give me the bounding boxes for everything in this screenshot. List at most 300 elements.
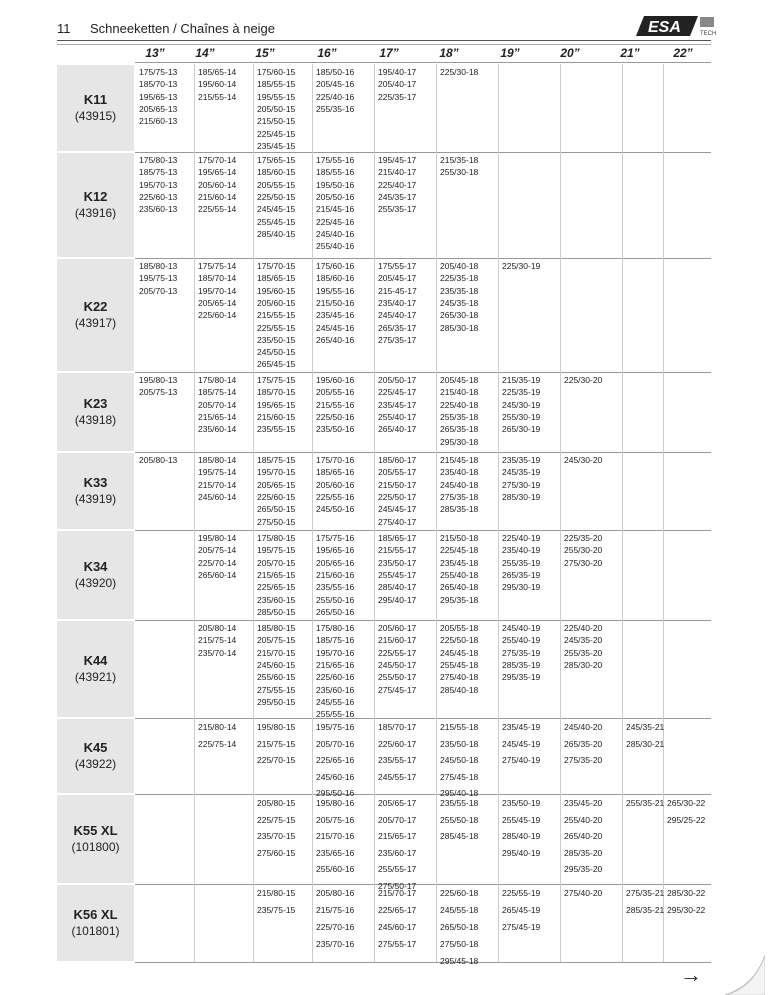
tire-size: 205/50-16 bbox=[316, 191, 355, 202]
tire-size: 215/45-16 bbox=[316, 204, 355, 215]
tire-size: 205/80-15 bbox=[257, 798, 296, 808]
group-divider bbox=[135, 152, 711, 153]
tire-size: 215/50-16 bbox=[316, 297, 355, 308]
tire-size: 255/40-20 bbox=[564, 814, 603, 825]
model-label bbox=[57, 907, 134, 939]
column-divider bbox=[194, 258, 195, 372]
model-name: K55 XL bbox=[73, 823, 118, 838]
tire-size: 275/35-19 bbox=[502, 647, 541, 658]
tire-size: 225/50-18 bbox=[440, 635, 479, 646]
column-divider bbox=[312, 64, 313, 152]
tire-size: 255/30-19 bbox=[502, 411, 541, 422]
tire-size: 195/70-15 bbox=[257, 467, 296, 478]
tire-size: 175/75-15 bbox=[257, 375, 296, 385]
tire-size: 245/40-18 bbox=[440, 479, 479, 490]
tire-size: 265/40-17 bbox=[378, 424, 417, 435]
model-name: K23 bbox=[83, 396, 108, 411]
model-name: K12 bbox=[83, 189, 108, 204]
column-divider bbox=[663, 258, 664, 372]
tire-size: 205/65-14 bbox=[198, 297, 237, 308]
next-page-arrow-icon[interactable]: → bbox=[680, 962, 702, 987]
column-divider bbox=[622, 530, 623, 620]
tire-size: 175/75-14 bbox=[198, 261, 237, 271]
tire-size: 215/55-16 bbox=[316, 399, 355, 410]
column-divider bbox=[622, 884, 623, 962]
tire-size: 245/45-16 bbox=[316, 322, 355, 333]
column-divider bbox=[498, 794, 499, 884]
tire-size: 255/45-19 bbox=[502, 814, 541, 825]
column-divider bbox=[560, 64, 561, 152]
tire-size: 195/65-13 bbox=[139, 91, 178, 102]
column-divider bbox=[436, 718, 437, 794]
tire-size: 215/40-17 bbox=[378, 167, 417, 178]
tire-size: 185/75-16 bbox=[316, 635, 355, 646]
tire-size: 275/50-15 bbox=[257, 516, 296, 527]
column-divider bbox=[253, 794, 254, 884]
tire-size: 175/65-15 bbox=[257, 155, 296, 165]
tire-size: 175/80-13 bbox=[139, 155, 178, 165]
tire-size: 195/80-13 bbox=[139, 375, 178, 385]
column-divider bbox=[622, 620, 623, 718]
tire-size: 225/50-17 bbox=[378, 491, 417, 502]
tire-size: 195/60-15 bbox=[257, 285, 296, 296]
column-divider bbox=[253, 620, 254, 718]
tire-size: 235/45-17 bbox=[378, 399, 417, 410]
page-header bbox=[0, 0, 768, 36]
column-divider bbox=[374, 884, 375, 962]
column-divider bbox=[312, 258, 313, 372]
tire-size: 205/65-15 bbox=[257, 479, 296, 490]
tire-size: 195/55-15 bbox=[257, 91, 296, 102]
model-label bbox=[57, 92, 134, 124]
tire-size: 255/60-15 bbox=[257, 672, 296, 683]
tire-size: 285/40-19 bbox=[502, 831, 541, 841]
tire-size: 225/45-15 bbox=[257, 128, 296, 139]
tire-size: 215/65-16 bbox=[316, 659, 355, 670]
tire-size: 195/70-13 bbox=[139, 179, 178, 190]
tire-size: 205/60-15 bbox=[257, 297, 296, 308]
tire-size: 195/80-14 bbox=[198, 533, 237, 543]
tire-size: 235/65-16 bbox=[316, 847, 355, 858]
group-divider bbox=[135, 372, 711, 373]
tire-size: 235/45-20 bbox=[564, 798, 603, 808]
tire-size: 275/50-17 bbox=[378, 880, 417, 891]
tire-size: 265/50-16 bbox=[316, 606, 355, 617]
tire-size: 265/35-18 bbox=[440, 424, 479, 435]
column-divider bbox=[436, 258, 437, 372]
tire-size: 225/55-19 bbox=[502, 888, 541, 898]
tire-size: 215/35-19 bbox=[502, 375, 541, 385]
tire-size: 245/45-19 bbox=[502, 738, 541, 749]
tire-size: 235/35-19 bbox=[502, 455, 541, 465]
tire-size: 215/80-15 bbox=[257, 888, 296, 898]
tire-size: 275/45-17 bbox=[378, 684, 417, 695]
column-header: 19” bbox=[500, 46, 520, 60]
tire-size: 275/35-18 bbox=[440, 491, 479, 502]
model-code: (43918) bbox=[74, 413, 117, 427]
tire-size: 205/60-16 bbox=[316, 479, 355, 490]
tire-size: 185/80-13 bbox=[139, 261, 178, 271]
tire-size: 255/35-17 bbox=[378, 204, 417, 215]
tire-size: 215/70-17 bbox=[378, 888, 417, 898]
tire-size: 185/75-14 bbox=[198, 387, 237, 398]
tire-size: 215/75-16 bbox=[316, 905, 355, 915]
tire-size: 205/65-16 bbox=[316, 557, 355, 568]
tire-size: 235/45-15 bbox=[257, 140, 296, 151]
tire-size: 235/60-16 bbox=[316, 684, 355, 695]
column-divider bbox=[436, 64, 437, 152]
tire-size: 255/30-18 bbox=[440, 167, 479, 178]
tire-size: 205/55-16 bbox=[316, 387, 355, 398]
tire-size: 245/60-16 bbox=[316, 771, 355, 782]
column-divider bbox=[312, 452, 313, 530]
column-divider bbox=[560, 258, 561, 372]
tire-size: 215/80-14 bbox=[198, 722, 237, 732]
tire-size: 295/30-18 bbox=[440, 436, 479, 447]
column-divider bbox=[622, 718, 623, 794]
model-name: K33 bbox=[83, 475, 108, 490]
tire-size: 195/55-16 bbox=[316, 285, 355, 296]
model-label bbox=[57, 189, 134, 221]
tire-size: 205/75-13 bbox=[139, 387, 178, 398]
tire-size: 285/30-19 bbox=[502, 491, 541, 502]
tire-size: 245/60-14 bbox=[198, 491, 237, 502]
tire-size: 225/35-19 bbox=[502, 387, 541, 398]
tire-size: 295/30-19 bbox=[502, 582, 541, 593]
tire-size: 285/30-18 bbox=[440, 322, 479, 333]
column-divider bbox=[436, 794, 437, 884]
tire-size: 275/40-18 bbox=[440, 672, 479, 683]
tire-size: 205/75-15 bbox=[257, 635, 296, 646]
tire-size: 265/60-14 bbox=[198, 569, 237, 580]
column-header: 17” bbox=[379, 46, 399, 60]
tire-size: 215/55-17 bbox=[378, 545, 417, 556]
tire-size: 255/40-19 bbox=[502, 635, 541, 646]
tire-size: 195/80-16 bbox=[316, 798, 355, 808]
column-divider bbox=[663, 620, 664, 718]
column-divider bbox=[194, 794, 195, 884]
model-name: K11 bbox=[83, 92, 108, 107]
column-divider bbox=[436, 530, 437, 620]
tire-size: 215/50-17 bbox=[378, 479, 417, 490]
tire-size: 215/75-15 bbox=[257, 738, 296, 749]
tire-size: 205/70-14 bbox=[198, 399, 237, 410]
model-label bbox=[57, 823, 134, 855]
tire-size: 245/35-21 bbox=[626, 722, 665, 732]
model-label bbox=[57, 299, 134, 331]
tire-size: 215/60-13 bbox=[139, 116, 178, 127]
tire-size: 205/60-17 bbox=[378, 623, 417, 633]
column-divider bbox=[560, 794, 561, 884]
tire-size: 235/50-16 bbox=[316, 424, 355, 435]
tire-size: 295/40-17 bbox=[378, 594, 417, 605]
model-name: K56 XL bbox=[73, 907, 118, 922]
tire-size: 235/60-14 bbox=[198, 424, 237, 435]
tire-size: 225/55-14 bbox=[198, 204, 237, 215]
tire-size: 255/35-21 bbox=[626, 798, 665, 808]
column-divider bbox=[253, 372, 254, 452]
tire-size: 185/80-14 bbox=[198, 455, 237, 465]
tire-size: 275/35-17 bbox=[378, 334, 417, 345]
tire-size: 235/60-17 bbox=[378, 847, 417, 858]
column-header: 13” bbox=[145, 46, 165, 60]
tire-size: 275/40-20 bbox=[564, 888, 603, 898]
tire-size: 275/45-18 bbox=[440, 771, 479, 782]
tire-size: 205/55-18 bbox=[440, 623, 479, 633]
tire-size: 205/80-13 bbox=[139, 455, 178, 465]
column-divider bbox=[374, 530, 375, 620]
tire-size: 185/75-13 bbox=[139, 167, 178, 178]
tire-size: 265/40-18 bbox=[440, 582, 479, 593]
column-divider bbox=[663, 452, 664, 530]
tire-size: 245/35-17 bbox=[378, 191, 417, 202]
tire-size: 205/40-18 bbox=[440, 261, 479, 271]
model-code: (43915) bbox=[74, 109, 117, 123]
tire-size: 185/70-14 bbox=[198, 273, 237, 284]
tire-size: 185/80-15 bbox=[257, 623, 296, 633]
model-label bbox=[57, 653, 134, 685]
tire-size: 225/75-15 bbox=[257, 814, 296, 825]
tire-size: 205/80-16 bbox=[316, 888, 355, 898]
tire-size: 205/70-13 bbox=[139, 285, 178, 296]
tire-size: 275/55-17 bbox=[378, 939, 417, 949]
tire-size: 225/55-16 bbox=[316, 491, 355, 502]
column-divider bbox=[560, 372, 561, 452]
column-divider bbox=[498, 372, 499, 452]
column-divider bbox=[498, 530, 499, 620]
tire-size: 235/50-15 bbox=[257, 334, 296, 345]
tire-size: 245/40-17 bbox=[378, 310, 417, 321]
column-divider bbox=[194, 718, 195, 794]
tire-size: 225/60-13 bbox=[139, 191, 178, 202]
column-divider bbox=[253, 258, 254, 372]
tire-size: 175/60-16 bbox=[316, 261, 355, 271]
tire-size: 225/60-18 bbox=[440, 888, 479, 898]
tire-size: 235/70-15 bbox=[257, 831, 296, 841]
tire-size: 295/40-19 bbox=[502, 847, 541, 858]
tire-size: 245/35-20 bbox=[564, 635, 603, 646]
tire-size: 175/80-14 bbox=[198, 375, 237, 385]
tire-size: 195/65-15 bbox=[257, 399, 296, 410]
column-divider bbox=[560, 620, 561, 718]
svg-text:TECH: TECH bbox=[700, 31, 716, 37]
tire-size: 245/50-18 bbox=[440, 755, 479, 765]
tire-size: 255/50-18 bbox=[440, 814, 479, 825]
tire-size: 195/75-14 bbox=[198, 467, 237, 478]
tire-size: 255/50-17 bbox=[378, 672, 417, 683]
tire-size: 255/35-18 bbox=[440, 411, 479, 422]
column-divider bbox=[374, 718, 375, 794]
tire-size: 215/45-18 bbox=[440, 455, 479, 465]
column-divider bbox=[560, 884, 561, 962]
tire-size: 215/50-18 bbox=[440, 533, 479, 543]
column-divider bbox=[312, 152, 313, 258]
model-code: (101801) bbox=[71, 924, 120, 938]
tire-size: 195/75-13 bbox=[139, 273, 178, 284]
column-divider bbox=[312, 794, 313, 884]
tire-size: 255/45-17 bbox=[378, 569, 417, 580]
column-divider bbox=[622, 64, 623, 152]
tire-size: 205/70-15 bbox=[257, 557, 296, 568]
tire-size: 265/30-22 bbox=[667, 798, 706, 808]
column-divider bbox=[194, 64, 195, 152]
tire-size: 255/35-19 bbox=[502, 557, 541, 568]
column-divider bbox=[194, 530, 195, 620]
tire-size: 285/45-18 bbox=[440, 831, 479, 841]
tire-size: 275/35-21 bbox=[626, 888, 665, 898]
tire-size: 255/40-16 bbox=[316, 241, 355, 252]
tire-size: 265/45-19 bbox=[502, 905, 541, 915]
tire-size: 185/65-17 bbox=[378, 533, 417, 543]
column-divider bbox=[312, 884, 313, 962]
tire-size: 215/35-18 bbox=[440, 155, 479, 165]
column-divider bbox=[194, 452, 195, 530]
model-code: (43920) bbox=[74, 576, 117, 590]
tire-size: 195/75-16 bbox=[316, 722, 355, 732]
column-divider bbox=[194, 620, 195, 718]
column-divider bbox=[312, 372, 313, 452]
column-header: 20” bbox=[560, 46, 580, 60]
model-name: K44 bbox=[83, 653, 108, 668]
tire-size: 215/55-18 bbox=[440, 722, 479, 732]
column-divider bbox=[622, 452, 623, 530]
group-divider bbox=[135, 718, 711, 719]
column-divider bbox=[374, 620, 375, 718]
tire-size: 285/30-21 bbox=[626, 738, 665, 749]
tire-size: 295/50-15 bbox=[257, 696, 296, 707]
column-divider bbox=[498, 452, 499, 530]
tire-size: 215/60-15 bbox=[257, 411, 296, 422]
tire-size: 285/40-17 bbox=[378, 582, 417, 593]
tire-size: 285/40-18 bbox=[440, 684, 479, 695]
column-divider bbox=[663, 372, 664, 452]
tire-size: 245/45-17 bbox=[378, 504, 417, 515]
tire-size: 235/60-15 bbox=[257, 594, 296, 605]
tire-size: 175/80-16 bbox=[316, 623, 355, 633]
tire-size: 225/65-15 bbox=[257, 582, 296, 593]
tire-size: 255/45-18 bbox=[440, 659, 479, 670]
tire-size: 235/40-18 bbox=[440, 467, 479, 478]
tire-size: 225/30-20 bbox=[564, 375, 603, 385]
tire-size: 225/75-14 bbox=[198, 738, 237, 749]
tire-size: 235/75-15 bbox=[257, 905, 296, 915]
column-divider bbox=[374, 64, 375, 152]
tire-size: 205/40-17 bbox=[378, 79, 417, 90]
tire-size: 225/40-17 bbox=[378, 179, 417, 190]
tire-size: 225/60-14 bbox=[198, 310, 237, 321]
column-divider bbox=[436, 372, 437, 452]
svg-text:ESA: ESA bbox=[648, 19, 681, 36]
tire-size: 195/45-17 bbox=[378, 155, 417, 165]
tire-size: 195/60-14 bbox=[198, 79, 237, 90]
column-divider bbox=[560, 718, 561, 794]
tire-size: 245/60-15 bbox=[257, 659, 296, 670]
tire-size: 185/65-14 bbox=[198, 67, 237, 77]
tire-size: 185/65-16 bbox=[316, 467, 355, 478]
tire-size: 235/60-13 bbox=[139, 204, 178, 215]
tire-size: 225/65-17 bbox=[378, 905, 417, 915]
group-divider bbox=[135, 962, 711, 963]
tire-size: 255/30-20 bbox=[564, 545, 603, 556]
tire-size: 205/65-13 bbox=[139, 103, 178, 114]
tire-size: 265/45-15 bbox=[257, 359, 296, 370]
column-header: 22” bbox=[673, 46, 693, 60]
column-divider bbox=[498, 258, 499, 372]
tire-size: 205/75-16 bbox=[316, 814, 355, 825]
tire-size: 265/35-20 bbox=[564, 738, 603, 749]
tire-size: 185/50-16 bbox=[316, 67, 355, 77]
tire-size: 205/55-15 bbox=[257, 179, 296, 190]
tire-size: 245/35-18 bbox=[440, 297, 479, 308]
tire-size: 275/40-19 bbox=[502, 755, 541, 765]
tire-size: 285/30-22 bbox=[667, 888, 706, 898]
tire-size: 225/50-15 bbox=[257, 191, 296, 202]
tire-size: 195/50-16 bbox=[316, 179, 355, 190]
model-code: (43922) bbox=[74, 757, 117, 771]
tire-size: 255/50-16 bbox=[316, 594, 355, 605]
column-divider bbox=[663, 64, 664, 152]
column-divider bbox=[560, 530, 561, 620]
column-divider bbox=[374, 152, 375, 258]
tire-size: 235/55-18 bbox=[440, 798, 479, 808]
tire-size: 225/40-18 bbox=[440, 399, 479, 410]
tire-size: 215/65-15 bbox=[257, 569, 296, 580]
esa-logo-icon bbox=[636, 14, 716, 38]
column-divider bbox=[374, 452, 375, 530]
tire-size: 235/40-17 bbox=[378, 297, 417, 308]
column-header: 21” bbox=[620, 46, 640, 60]
tire-size: 205/45-18 bbox=[440, 375, 479, 385]
tire-size: 215/60-16 bbox=[316, 569, 355, 580]
tire-size: 225/35-18 bbox=[440, 273, 479, 284]
tire-size: 265/40-20 bbox=[564, 831, 603, 841]
tire-size: 255/35-16 bbox=[316, 103, 355, 114]
tire-size: 245/55-16 bbox=[316, 696, 355, 707]
tire-size: 215/70-14 bbox=[198, 479, 237, 490]
column-divider bbox=[312, 530, 313, 620]
group-divider bbox=[135, 452, 711, 453]
tire-size: 215/65-14 bbox=[198, 411, 237, 422]
tire-size: 225/30-19 bbox=[502, 261, 541, 271]
tire-size: 225/35-17 bbox=[378, 91, 417, 102]
tire-size: 205/65-17 bbox=[378, 798, 417, 808]
tire-size: 255/35-20 bbox=[564, 647, 603, 658]
tire-size: 245/50-15 bbox=[257, 347, 296, 358]
tire-size: 195/80-15 bbox=[257, 722, 296, 732]
column-divider bbox=[498, 152, 499, 258]
tire-size: 295/35-20 bbox=[564, 864, 603, 874]
tire-size: 225/45-18 bbox=[440, 545, 479, 556]
tire-size: 255/60-16 bbox=[316, 864, 355, 874]
column-divider bbox=[253, 884, 254, 962]
tire-size: 205/45-17 bbox=[378, 273, 417, 284]
tire-size: 195/70-14 bbox=[198, 285, 237, 296]
tire-size: 225/70-14 bbox=[198, 557, 237, 568]
tire-size: 215/70-15 bbox=[257, 647, 296, 658]
tire-size: 185/75-15 bbox=[257, 455, 296, 465]
tire-size: 245/45-18 bbox=[440, 647, 479, 658]
tire-size: 295/35-18 bbox=[440, 594, 479, 605]
header-rule bbox=[57, 40, 711, 41]
tire-size: 285/35-19 bbox=[502, 659, 541, 670]
tire-size: 295/40-18 bbox=[440, 788, 479, 798]
tire-size: 185/55-15 bbox=[257, 79, 296, 90]
tire-size: 275/60-15 bbox=[257, 847, 296, 858]
column-divider bbox=[622, 794, 623, 884]
tire-size: 245/40-16 bbox=[316, 228, 355, 239]
tire-size: 205/75-14 bbox=[198, 545, 237, 556]
column-divider bbox=[194, 152, 195, 258]
